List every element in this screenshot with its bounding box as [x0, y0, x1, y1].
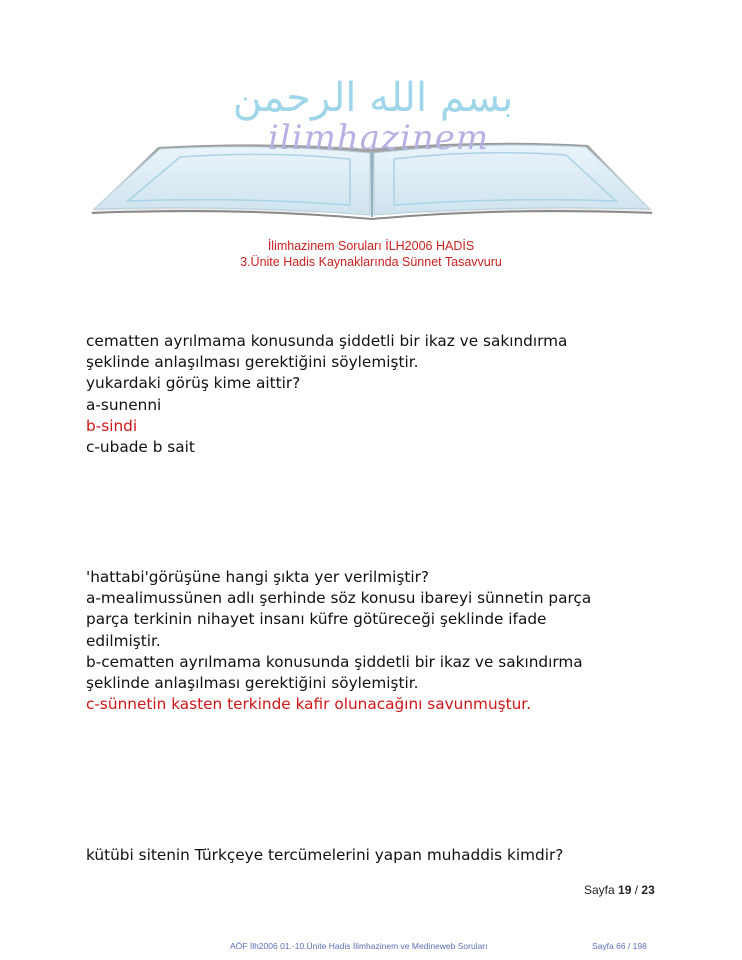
footer-source: AÖF İlh2006 01.-10.Ünite Hadis İlimhazinem ve Medineweb Soruları [230, 941, 488, 951]
page-separator: / [634, 883, 639, 897]
site-watermark: ilimhazinem [268, 118, 490, 158]
page-current: 19 [618, 883, 632, 897]
option-b-correct: b-sindi [86, 416, 138, 435]
option-a: a-sunenni [86, 395, 162, 414]
option-a-line: a-mealimussünen adlı şerhinde söz konusu ibareyi sünnetin parça [86, 589, 592, 608]
basmala-calligraphy: بسم الله الرحمن [232, 75, 514, 121]
option-b-line: b-cematten ayrılmama konusunda şiddetli bir ikaz ve sakındırma [86, 652, 583, 671]
question-prompt: kütübi sitenin Türkçeye tercümelerini yapan muhaddis kimdir? [86, 846, 564, 864]
document-title: İlimhazinem Soruları İLH2006 HADİS [267, 239, 475, 253]
option-b-line: şeklinde anlaşılması gerektiğini söylemiştir. [86, 674, 419, 693]
question-3-block [86, 845, 686, 866]
question-text-line: cematten ayrılmama konusunda şiddetli bir ikaz ve sakındırma [86, 332, 568, 350]
page-number [584, 883, 655, 897]
unit-subtitle: 3.Ünite Hadis Kaynaklarında Sünnet Tasavvuru [240, 255, 502, 269]
option-c-correct: c-sünnetin kasten terkinde kafir olunacağını savunmuştur. [86, 695, 532, 714]
page-total: 23 [641, 883, 655, 897]
header-banner [88, 40, 656, 220]
footer-page-number: Sayfa 66 / 198 [592, 941, 647, 951]
page-label: Sayfa [584, 883, 615, 897]
option-a-line: edilmiştir. [86, 631, 161, 650]
question-1-block [86, 331, 686, 458]
option-c: c-ubade b sait [86, 438, 195, 457]
question-prompt: yukardaki görüş kime aittir? [86, 374, 301, 393]
question-text-line: şeklinde anlaşılması gerektiğini söylemiştir. [86, 353, 419, 372]
question-prompt: 'hattabi'görüşüne hangi şıkta yer verilmiştir? [86, 568, 430, 586]
option-a-line: parça terkinin nihayet insanı küfre götüreceği şeklinde ifade [86, 610, 547, 629]
question-2-block [86, 567, 686, 715]
